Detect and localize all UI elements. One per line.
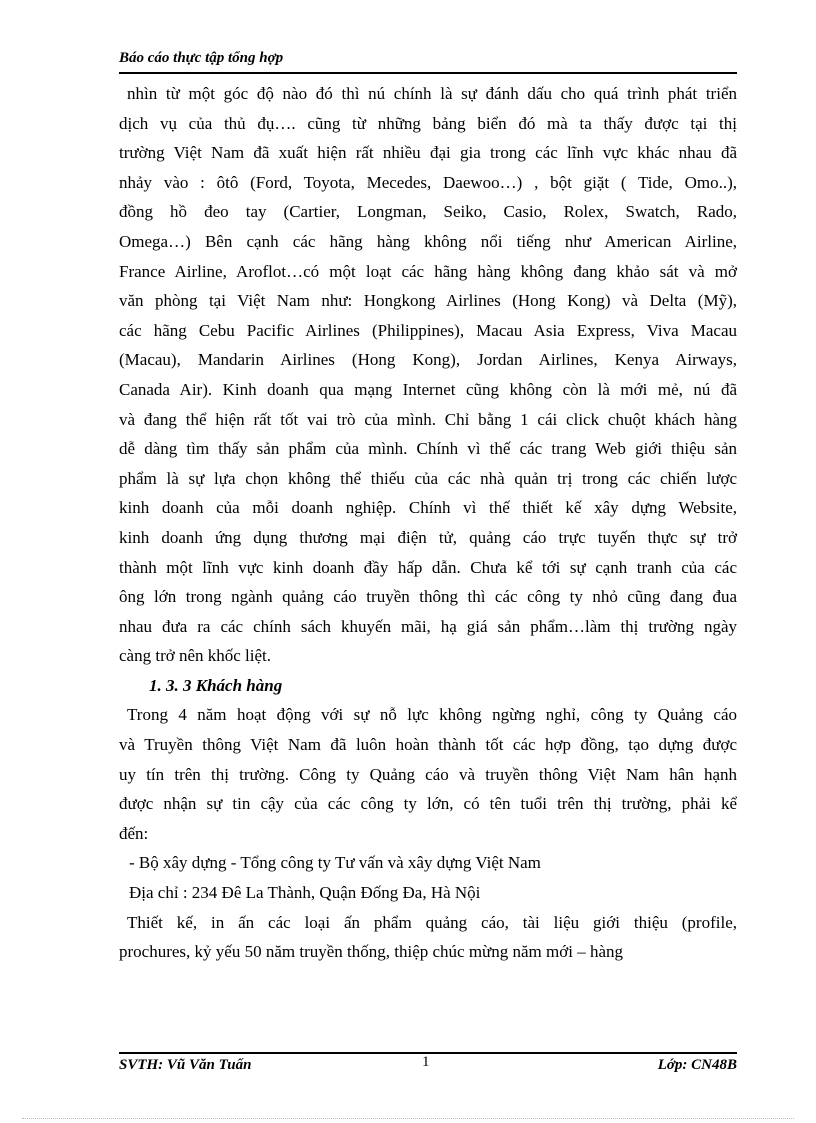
page-header [119,50,737,74]
body-line: Omega…) Bên cạnh các hãng hàng không nổi tiếng như American Airline, [119,231,737,251]
footer-page-number: 1 [422,1054,430,1070]
header-title: Báo cáo thực tập tổng hợp [119,50,284,66]
body-line: phẩm là sự lựa chọn không thể thiếu của các nhà quản trị trong các chiến lược [119,468,737,488]
section-line: và Truyền thông Việt Nam đã luôn hoàn thành tốt các hợp đồng, tạo dựng được [119,735,737,755]
section-line: uy tín trên thị trường. Công ty Quảng cáo và truyền thông Việt Nam hân hạnh [119,764,737,784]
body-line: dịch vụ của thủ đụ…. cũng từ những bảng biển đó mà ta thấy được tại thị [119,113,737,133]
footer-class: Lớp: CN48B [657,1057,737,1073]
page-edge-divider [22,1118,794,1119]
body-line: càng trở nên khốc liệt. [119,646,272,666]
body-line: nhau đưa ra các chính sách khuyến mãi, hạ giá sản phẩm…làm thị trường ngày [119,616,737,636]
body-line: France Airline, Aroflot…có một loạt các hãng hàng không đang khảo sát và mở [119,261,737,281]
body-line: thành một lĩnh vực kinh doanh đầy hấp dẫn. Chưa kể tới sự cạnh tranh của các [119,557,737,577]
body-line: kinh doanh của mỗi doanh nghiệp. Chính vì thế thiết kế xây dựng Website, [119,498,737,518]
client-line: - Bộ xây dựng - Tổng công ty Tư vấn và xây dựng Việt Nam [129,853,541,873]
document-body [119,79,737,967]
address-line: Địa chỉ : 234 Đê La Thành, Quận Đống Đa, Hà Nội [129,883,481,903]
design-line: Thiết kế, in ấn các loại ấn phẩm quảng cáo, tài liệu giới thiệu (profile, [127,912,737,932]
footer-student: SVTH: Vũ Văn Tuấn [119,1057,252,1073]
body-line: ông lớn trong ngành quảng cáo truyền thông thì các công ty nhỏ cũng đang đua [119,587,737,607]
section-line: được nhận sự tin cậy của các công ty lớn, có tên tuổi trên thị trường, phải kể [119,794,737,814]
page-footer [119,1052,737,1076]
body-line: đồng hồ đeo tay (Cartier, Longman, Seiko, Casio, Rolex, Swatch, Rado, [119,202,737,222]
body-line: và đang thể hiện rất tốt vai trò của mình. Chỉ bằng 1 cái click chuột khách hàng [119,409,737,429]
section-line: đến: [119,823,149,843]
section-heading: 1. 3. 3 Khách hàng [149,675,283,695]
body-line: nhìn từ một góc độ nào đó thì nú chính là sự đánh dấu cho quá trình phát triển [127,84,737,103]
body-line: nhảy vào : ôtô (Ford, Toyota, Mecedes, Daewoo…) , bột giặt ( Tide, Omo..), [119,172,737,192]
body-line: các hãng Cebu Pacific Airlines (Philippines), Macau Asia Express, Viva Macau [119,320,737,340]
body-line: (Macau), Mandarin Airlines (Hong Kong), Jordan Airlines, Kenya Airways, [119,350,737,370]
section-line: Trong 4 năm hoạt động với sự nỗ lực không ngừng nghỉ, công ty Quảng cáo [127,705,737,725]
body-line: Canada Air). Kinh doanh qua mạng Internet cũng không còn là mới mẻ, nú đã [119,379,737,399]
body-line: kinh doanh ứng dụng thương mại điện tử, quảng cáo trực tuyến thực sự trở [119,527,737,547]
body-line: trường Việt Nam đã xuất hiện rất nhiều đại gia trong các lĩnh vực khác nhau đã [119,143,737,163]
design-line: prochures, kỷ yếu 50 năm truyền thống, thiệp chúc mừng năm mới – hàng [119,942,624,962]
body-line: dễ dàng tìm thấy sản phẩm của mình. Chính vì thế các trang Web giới thiệu sản [119,439,737,459]
body-line: văn phòng tại Việt Nam như: Hongkong Airlines (Hong Kong) và Delta (Mỹ), [119,291,737,311]
